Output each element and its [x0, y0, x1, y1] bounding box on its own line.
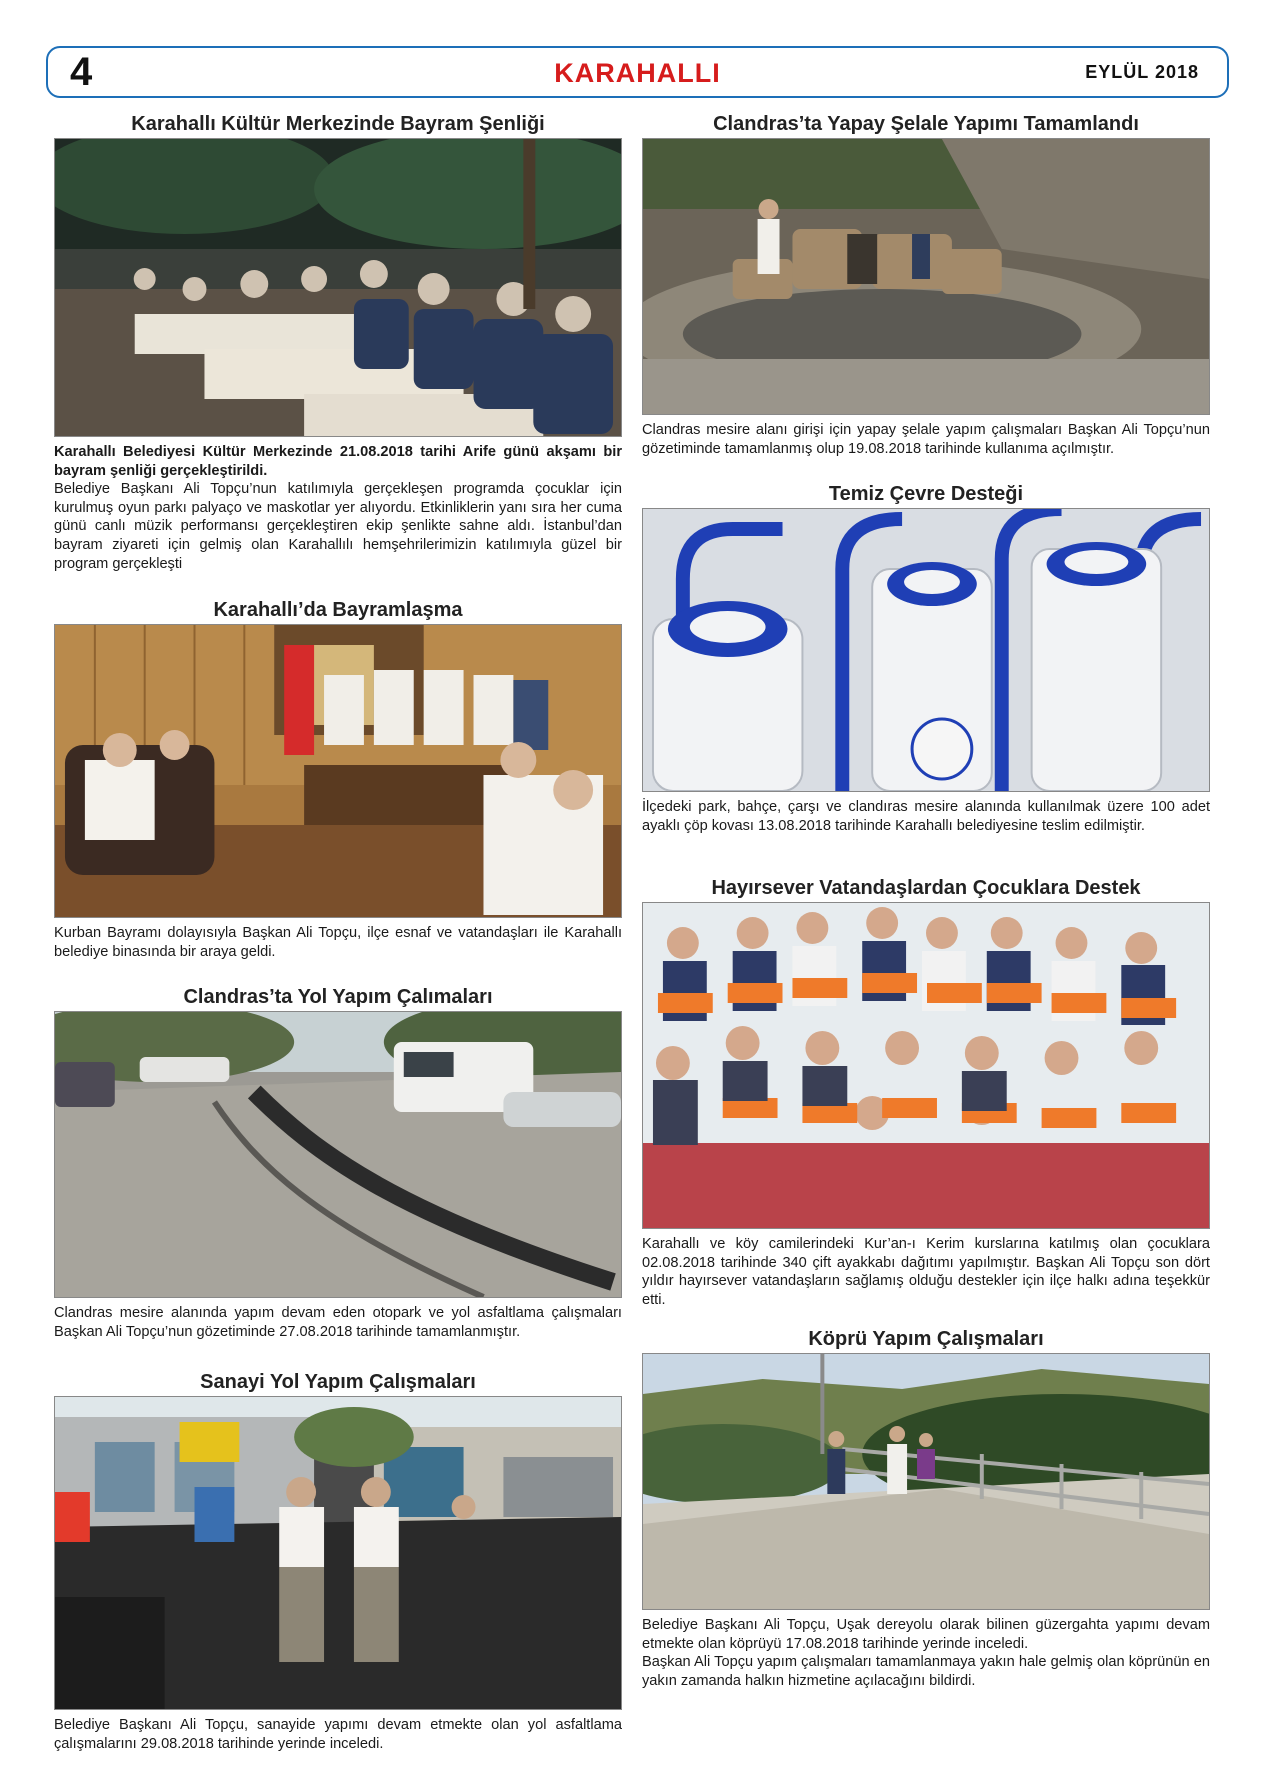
photo-road-asphalt [54, 1011, 622, 1298]
article-title: Clandras’ta Yapay Şelale Yapımı Tamamlandı [713, 113, 1139, 135]
article-caption [642, 421, 1210, 458]
caption-body: Belediye Başkanı Ali Topçu’nun katılımıyla gerçekleşen programda çocuklar için kurulmuş oyun parkı palyaço ve maskotlar yer alıyordu. Etkinliklerin yanı sıra her cuma günü canlı müzik performansı gerçekleştiren ekip şenlikte sahne aldı. İstanbul’dan bayram ziyareti için gelmiş olan Karahallılı hemşehrilerimizin katılımıyla güzel bir program gerçekleşti [54, 481, 622, 572]
article-cocuklara-destek [642, 874, 1210, 1309]
photo-artificial-waterfall [642, 138, 1210, 415]
photo-industrial-road [54, 1396, 622, 1710]
article-caption [642, 1235, 1210, 1309]
caption-lead: Karahallı Belediyesi Kültür Merkezinde 21.08.2018 tarihi Arife günü akşamı bir bayram şenliği gerçekleştirildi. [54, 444, 622, 479]
article-title: Karahallı’da Bayramlaşma [213, 599, 463, 621]
article-caption [642, 1616, 1210, 1690]
article-temiz-cevre [642, 480, 1210, 835]
article-bayram-senligi [54, 110, 622, 573]
article-caption [54, 1304, 622, 1341]
page-number: 4 [70, 50, 93, 94]
article-caption [54, 924, 622, 961]
article-bayramlasma [54, 596, 622, 961]
caption-body-2: Başkan Ali Topçu yapım çalışmaları tamamlanmaya yakın hale gelmiş olan köprünün en yakın zamanda halkın hizmetine açılacağını bildirdi. [642, 1654, 1210, 1689]
article-clandras-yol [54, 983, 622, 1341]
caption-body: İlçedeki park, bahçe, çarşı ve clandıras mesire alanında kullanılmak üzere 100 adet ayaklı çöp kovası 13.08.2018 tarihinde Karahallı belediyesine teslim edilmiştir. [642, 799, 1210, 834]
issue-date: EYLÜL 2018 [1085, 62, 1199, 82]
article-title: Sanayi Yol Yapım Çalışmaları [200, 1371, 476, 1393]
caption-body: Kurban Bayramı dolayısıyla Başkan Ali Topçu, ilçe esnaf ve vatandaşları ile Karahallı belediye binasında bir araya geldi. [54, 925, 622, 960]
article-sanayi-yol [54, 1368, 622, 1753]
article-title: Temiz Çevre Desteği [828, 483, 1024, 505]
article-caption [54, 1716, 622, 1753]
photo-festival-crowd [54, 138, 622, 437]
caption-body: Clandras mesire alanı girişi için yapay şelale yapım çalışmaları Başkan Ali Topçu’nun gözetiminde tamamlanmış olup 19.08.2018 tarihinde kullanıma açılmıştır. [642, 422, 1210, 457]
photo-children-shoeboxes [642, 902, 1210, 1229]
caption-body: Clandras mesire alanında yapım devam eden otopark ve yol asfaltlama çalışmaları Başkan Ali Topçu’nun gözetiminde 27.08.2018 tarihinde tamamlanmıştır. [54, 1305, 622, 1340]
article-caption [54, 443, 622, 573]
page-header [46, 46, 1229, 98]
article-title: Clandras’ta Yol Yapım Çalımaları [183, 986, 493, 1008]
article-title: Köprü Yapım Çalışmaları [808, 1328, 1044, 1350]
photo-bridge-inspection [642, 1353, 1210, 1610]
article-title: Karahallı Kültür Merkezinde Bayram Şenliği [131, 113, 545, 135]
article-caption [642, 798, 1210, 835]
article-title: Hayırsever Vatandaşlardan Çocuklara Destek [711, 877, 1141, 899]
article-kopru-yapim [642, 1325, 1210, 1690]
photo-office-meeting [54, 624, 622, 918]
photo-trash-bins [642, 508, 1210, 792]
caption-body: Belediye Başkanı Ali Topçu, Uşak dereyolu olarak bilinen güzergahta yapımı devam etmekte olan köprüyü 17.08.2018 tarihinde yerinde inceledi. [642, 1617, 1210, 1652]
article-yapay-selale [642, 110, 1210, 458]
masthead-title: KARAHALLI [554, 58, 721, 88]
caption-body: Karahallı ve köy camilerindeki Kur’an-ı Kerim kurslarına katılmış olan çocuklara 02.08.2018 tarihinde 340 çift ayakkabı dağıtımı yapılmıştır. Başkan Ali Topçu son dört yıldır hayırsever vatandaşların sağlamış olduğu destekler için ilçe halkı adına teşekkür etti. [642, 1236, 1210, 1308]
caption-body: Belediye Başkanı Ali Topçu, sanayide yapımı devam etmekte olan yol asfaltlama çalışmalarını 29.08.2018 tarihinde yerinde inceledi. [54, 1717, 622, 1752]
